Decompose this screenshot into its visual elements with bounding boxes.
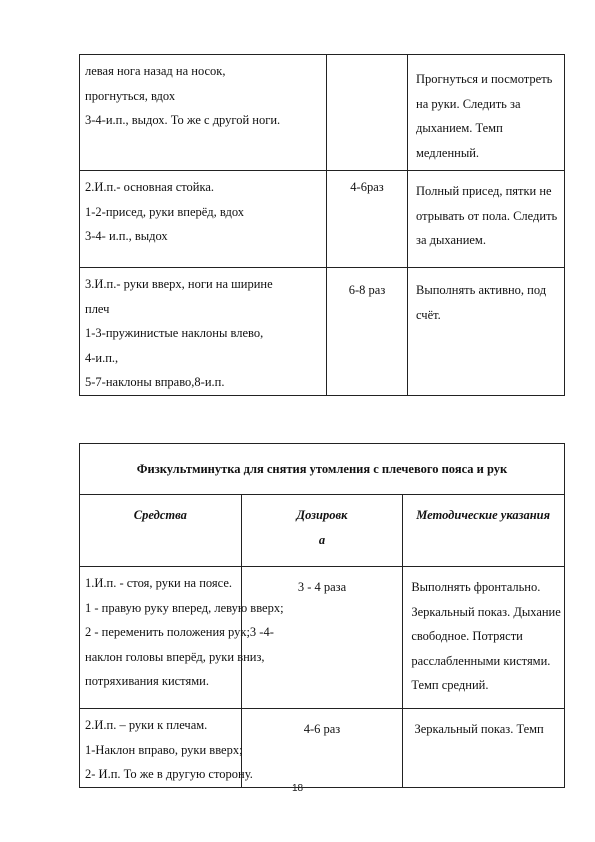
- cell-line: счёт.: [416, 307, 441, 322]
- table-row: [80, 709, 565, 788]
- table-title: Физкультминутка для снятия утомления с плечевого пояса и рук: [80, 444, 565, 495]
- cell-line: 1-Наклон вправо, руки вверх;: [85, 742, 243, 757]
- cell-line: 3-4- и.п., выдох: [85, 229, 168, 243]
- cell-line: 1.И.п. - стоя, руки на поясе.: [85, 576, 233, 590]
- cell-line: 2 - переменить положения рук;3 -4-: [85, 625, 274, 639]
- table-row: [80, 268, 565, 396]
- means-cell: [80, 268, 327, 396]
- cell-line: на руки. Следить за: [416, 96, 521, 111]
- cell-line: левая нога назад на носок,: [85, 64, 226, 78]
- cell-line: Полный присед, пятки не: [416, 184, 552, 198]
- instructions-cell: [403, 567, 565, 709]
- cell-line: 2- И.п. То же в другую сторону.: [85, 767, 253, 781]
- page-number: 18: [291, 783, 304, 794]
- cell-line: Прогнуться и посмотреть: [416, 72, 553, 86]
- dosage-cell: [241, 709, 403, 788]
- cell-line: 2.И.п.- основная стойка.: [85, 180, 215, 194]
- header-dosage-line: Дозировк: [296, 508, 348, 522]
- header-means-label: Средства: [133, 508, 187, 522]
- means-cell: [80, 55, 327, 171]
- cell-line: 1-2-присед, руки вперёд, вдох: [85, 204, 245, 219]
- cell-line: Темп средний.: [411, 678, 489, 692]
- cell-line: за дыханием.: [416, 233, 486, 247]
- means-cell: [80, 567, 284, 709]
- header-dosage-line: а: [318, 532, 326, 547]
- cell-line: Зеркальный показ. Дыхание: [411, 604, 561, 619]
- table-row: [80, 55, 565, 171]
- instructions-cell: [408, 55, 565, 171]
- cell-line: 1 - правую руку вперед, левую вверх;: [85, 600, 284, 615]
- instructions-cell: [403, 709, 565, 788]
- header-dosage: [241, 495, 403, 567]
- cell-line: Выполнять фронтально.: [411, 580, 541, 594]
- cell-line: прогнуться, вдох: [85, 88, 176, 103]
- cell-line: 2.И.п. – руки к плечам.: [85, 718, 208, 732]
- cell-line: 5-7-наклоны вправо,8-и.п.: [85, 375, 225, 389]
- cell-line: 3 - 4 раза: [297, 580, 347, 594]
- cell-line: Выполнять активно, под: [416, 283, 547, 297]
- table-row: [80, 171, 565, 268]
- cell-line: 3.И.п.- руки вверх, ноги на ширине: [85, 277, 273, 291]
- header-row: [80, 495, 565, 567]
- exercise-table-1: [79, 54, 565, 396]
- header-instructions: [403, 495, 565, 567]
- instructions-cell: [408, 171, 565, 268]
- cell-line: 4-и.п.,: [85, 350, 119, 365]
- means-cell: [80, 709, 253, 788]
- header-instructions-label: Методические указания: [416, 508, 551, 522]
- dosage-cell: [327, 268, 408, 396]
- title-row: [80, 444, 565, 495]
- cell-line: свободное. Потрясти: [411, 629, 523, 643]
- cell-line: 6-8 раз: [348, 283, 386, 297]
- cell-line: Зеркальный показ. Темп: [411, 722, 544, 736]
- cell-line: отрывать от пола. Следить: [416, 208, 558, 223]
- cell-line: 1-3-пружинистые наклоны влево,: [85, 326, 264, 340]
- cell-line: 4-6раз: [350, 180, 384, 194]
- table-row: [80, 567, 565, 709]
- cell-line: расслабленными кистями.: [411, 653, 551, 668]
- cell-line: дыханием. Темп: [416, 121, 503, 135]
- means-cell: [80, 171, 327, 268]
- dosage-cell: [327, 171, 408, 268]
- cell-line: медленный.: [416, 145, 480, 160]
- cell-line: плеч: [85, 301, 110, 316]
- cell-line: 3-4-и.п., выдох. То же с другой ноги.: [85, 113, 281, 127]
- cell-line: наклон головы вперёд, руки вниз,: [85, 649, 265, 664]
- cell-line: 4-6 раз: [303, 722, 341, 736]
- cell-line: потряхивания кистями.: [85, 674, 209, 688]
- dosage-cell: [327, 55, 408, 171]
- instructions-cell: [408, 268, 565, 396]
- exercise-table-2: [79, 443, 565, 788]
- header-means: [80, 495, 242, 567]
